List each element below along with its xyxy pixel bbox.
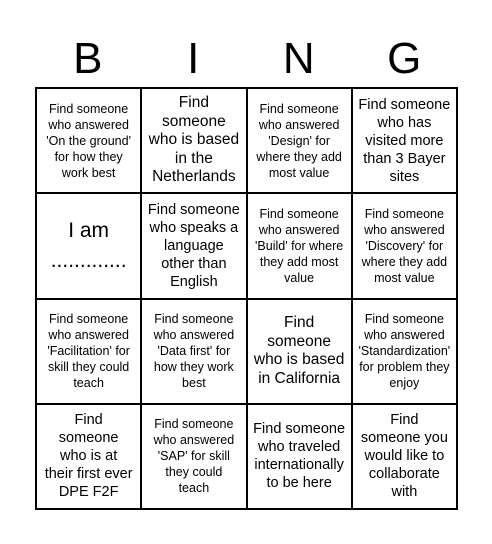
cell-text: Find someone who traveled internationally to be here	[253, 421, 346, 492]
header-letter-i: I	[187, 34, 200, 83]
cell-text: Find someone who is based in California	[253, 314, 345, 387]
header-letter-b: B	[73, 34, 103, 83]
bingo-cell[interactable]	[352, 299, 457, 404]
cell-text: Find someone who has visited more than 3 Bayer sites	[358, 96, 451, 185]
cell-text: Find someone who is at their first ever DPE F2F	[44, 412, 133, 501]
bingo-cell[interactable]	[141, 88, 246, 193]
cell-text: Find someone who answered 'Facilitation' for skill they could teach	[47, 312, 130, 391]
bingo-header	[35, 30, 457, 88]
cell-text: Find someone who answered 'Standardization' for problem they enjoy	[358, 312, 451, 391]
bingo-cell[interactable]	[141, 299, 246, 404]
cell-text: Find someone who answered 'SAP' for skill they could teach	[153, 417, 235, 496]
bingo-cell[interactable]	[141, 404, 246, 509]
cell-text: Find someone who answered 'Discovery' for where they add most value	[361, 206, 448, 285]
bingo-cell[interactable]	[247, 404, 352, 509]
bingo-cell[interactable]	[247, 193, 352, 298]
cell-text: I am .............	[50, 218, 127, 272]
bingo-cell[interactable]	[36, 404, 141, 509]
bingo-cell[interactable]	[36, 193, 141, 298]
header-letter-n: N	[282, 34, 315, 83]
cell-text: Find someone who speaks a language other than English	[147, 201, 240, 290]
bingo-grid	[35, 87, 458, 510]
cell-text: Find someone you would like to collaborate with	[360, 412, 448, 501]
bingo-cell[interactable]	[247, 299, 352, 404]
header-letter-g: G	[387, 34, 422, 83]
cell-text: Find someone who answered 'Data first' for how they work best	[153, 312, 235, 391]
cell-text: Find someone who answered 'Design' for where they add most value	[256, 101, 342, 180]
cell-text: Find someone who answered 'On the ground' for how they work best	[46, 101, 131, 180]
bingo-cell[interactable]	[247, 88, 352, 193]
bingo-cell[interactable]	[352, 88, 457, 193]
bingo-cell[interactable]	[352, 404, 457, 509]
bingo-cell[interactable]	[141, 193, 246, 298]
bingo-cell[interactable]	[36, 299, 141, 404]
bingo-cell[interactable]	[352, 193, 457, 298]
cell-text: Find someone who is based in the Netherlands	[148, 94, 240, 186]
cell-text: Find someone who answered 'Build' for where they add most value	[255, 206, 344, 285]
bingo-cell[interactable]	[36, 88, 141, 193]
